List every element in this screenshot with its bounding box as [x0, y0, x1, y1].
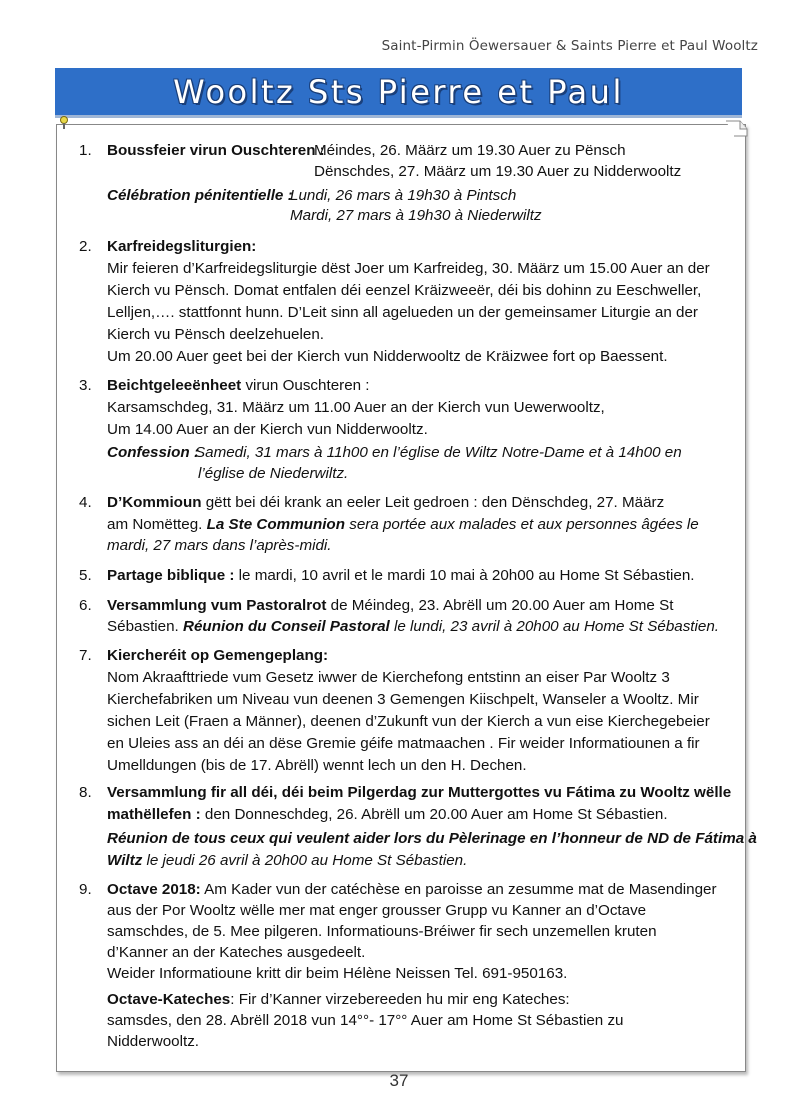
- item-title: Beichtgeleeënheet virun Ouschteren :: [107, 377, 370, 394]
- parish-header: Saint-Pirmin Öewersauer & Saints Pierre et Paul Wooltz: [381, 38, 758, 54]
- item-text: sichen Leit (Fraen a Männer), deenen d’Zukunft vun der Kierch a vun eise Kierchegebeier: [107, 713, 710, 730]
- item-number: 1.: [79, 142, 92, 159]
- item-text: Méindes, 26. Määrz um 19.30 Auer zu Pënsch: [314, 142, 626, 159]
- item-text: mathëllefen : den Donneschdeg, 26. Abrëll um 20.00 Auer am Home St Sébastien.: [107, 806, 668, 823]
- item-text: aus der Por Wooltz wëlle mer mat enger grousser Grupp vu Kanner an d’Octave: [107, 902, 647, 919]
- item-number: 3.: [79, 377, 92, 394]
- item-fr-title: Célébration pénitentielle :: [107, 187, 293, 204]
- item-title: Versammlung fir all déi, déi beim Pilgerdag zur Muttergottes vu Fátima zu Wooltz wëlle: [107, 784, 732, 801]
- item-text: Lelljen,…. stattfonnt hunn. D’Leit sinn all agelueden un der gemeinsamer Liturgie an der: [107, 304, 698, 321]
- item-text: am Nomëtteg. La Ste Communion sera portée aux malades et aux personnes âgées le: [107, 516, 699, 533]
- item-number: 7.: [79, 647, 92, 664]
- item-title: Kiercheréit op Gemengeplang:: [107, 647, 329, 664]
- item-title: Boussfeier virun Ouschteren :: [107, 142, 325, 159]
- item-fr-text: Samedi, 31 mars à 11h00 en l’église de Wiltz Notre-Dame et à 14h00 en: [195, 444, 682, 461]
- item-text: Kierch vu Pënsch deelzehuelen.: [107, 326, 324, 343]
- item-text: Um 14.00 Auer an der Kierch vun Nidderwooltz.: [107, 421, 428, 438]
- page-curl-icon: [726, 119, 748, 137]
- item-text: Kierch vu Pënsch. Domat entfalen déi eenzel Kräizweeër, déi bis dohinn zu Eeschweller,: [107, 282, 702, 299]
- item-text: Kierchefabriken um Niveau vun deenen 3 Gemengen Kiischpelt, Wanseler a Wooltz. Mir: [107, 691, 699, 708]
- item-fr-text: Lundi, 26 mars à 19h30 à Pintsch: [290, 187, 517, 204]
- item-number: 4.: [79, 494, 92, 511]
- item-fr-text: l’église de Niederwiltz.: [198, 465, 349, 482]
- item-text: Sébastien. Réunion du Conseil Pastoral le lundi, 23 avril à 20h00 au Home St Sébastien.: [107, 618, 720, 635]
- item-text: Karsamschdeg, 31. Määrz um 11.00 Auer an der Kierch vun Uewerwooltz,: [107, 399, 605, 416]
- item-number: 5.: [79, 567, 92, 584]
- page-number: 37: [389, 1071, 409, 1090]
- pin-icon: [59, 116, 69, 130]
- item-fr-title: Réunion de tous ceux qui veulent aider lors du Pèlerinage en l’honneur de ND de Fátima à: [107, 830, 757, 847]
- item-text: Weider Informatioune kritt dir beim Hélène Neissen Tel. 691-950163.: [107, 965, 568, 982]
- item-text: Nom Akraafttriede vum Gesetz iwwer de Kierchefong entstinn an eiser Par Wooltz 3: [107, 669, 670, 686]
- item-title: Partage biblique : le mardi, 10 avril et le mardi 10 mai à 20h00 au Home St Sébastien.: [107, 567, 695, 584]
- item-text: en Uleies ass an déi an dëse Gremie géife matmaachen . Fir weider Informatiounen a fir: [107, 735, 700, 752]
- item-title: D’Kommioun gëtt bei déi krank an eeler Leit gedroen : den Dënschdeg, 27. Määrz: [107, 494, 665, 511]
- item-number: 6.: [79, 597, 92, 614]
- item-text: Nidderwooltz.: [107, 1033, 200, 1050]
- item-subtitle: Octave-Kateches: Fir d’Kanner virzebereeden hu mir eng Kateches:: [107, 991, 570, 1008]
- item-fr-title: Confession :: [107, 444, 199, 461]
- item-text: Um 20.00 Auer geet bei der Kierch vun Nidderwooltz de Kräizwee fort op Baessent.: [107, 348, 668, 365]
- item-text: d’Kanner an der Kateches ausgedeelt.: [107, 944, 366, 961]
- item-number: 2.: [79, 238, 92, 255]
- item-text: Dënschdes, 27. Määrz um 19.30 Auer zu Nidderwooltz: [314, 163, 682, 180]
- item-title: Karfreidegsliturgien:: [107, 238, 257, 255]
- title-banner: [55, 68, 742, 118]
- item-text: samschdes, de 5. Mee pilgeren. Informatiouns-Bréiwer fir sech unzemellen kruten: [107, 923, 657, 940]
- item-text: Mir feieren d’Karfreidegsliturgie dëst Joer um Karfreideg, 30. Määrz um 15.00 Auer an der: [107, 260, 710, 277]
- item-text: Umelldungen (bis de 17. Abrëll) wennt lech un den H. Dechen.: [107, 757, 527, 774]
- item-fr-text: Wiltz le jeudi 26 avril à 20h00 au Home St Sébastien.: [107, 852, 468, 869]
- item-number: 9.: [79, 881, 92, 898]
- item-number: 8.: [79, 784, 92, 801]
- item-fr-text: Mardi, 27 mars à 19h30 à Niederwiltz: [290, 207, 542, 224]
- item-title: Octave 2018: Am Kader vun der catéchèse en paroisse an zesumme mat de Masendinger: [107, 881, 717, 898]
- item-text: samsdes, den 28. Abrëll 2018 vun 14°°- 17°° Auer am Home St Sébastien zu: [107, 1012, 624, 1029]
- item-fr-text: mardi, 27 mars dans l’après-midi.: [107, 537, 332, 554]
- item-title: Versammlung vum Pastoralrot de Méindeg, 23. Abrëll um 20.00 Auer am Home St: [107, 597, 674, 614]
- banner-title: Wooltz Sts Pierre et Paul: [173, 73, 624, 111]
